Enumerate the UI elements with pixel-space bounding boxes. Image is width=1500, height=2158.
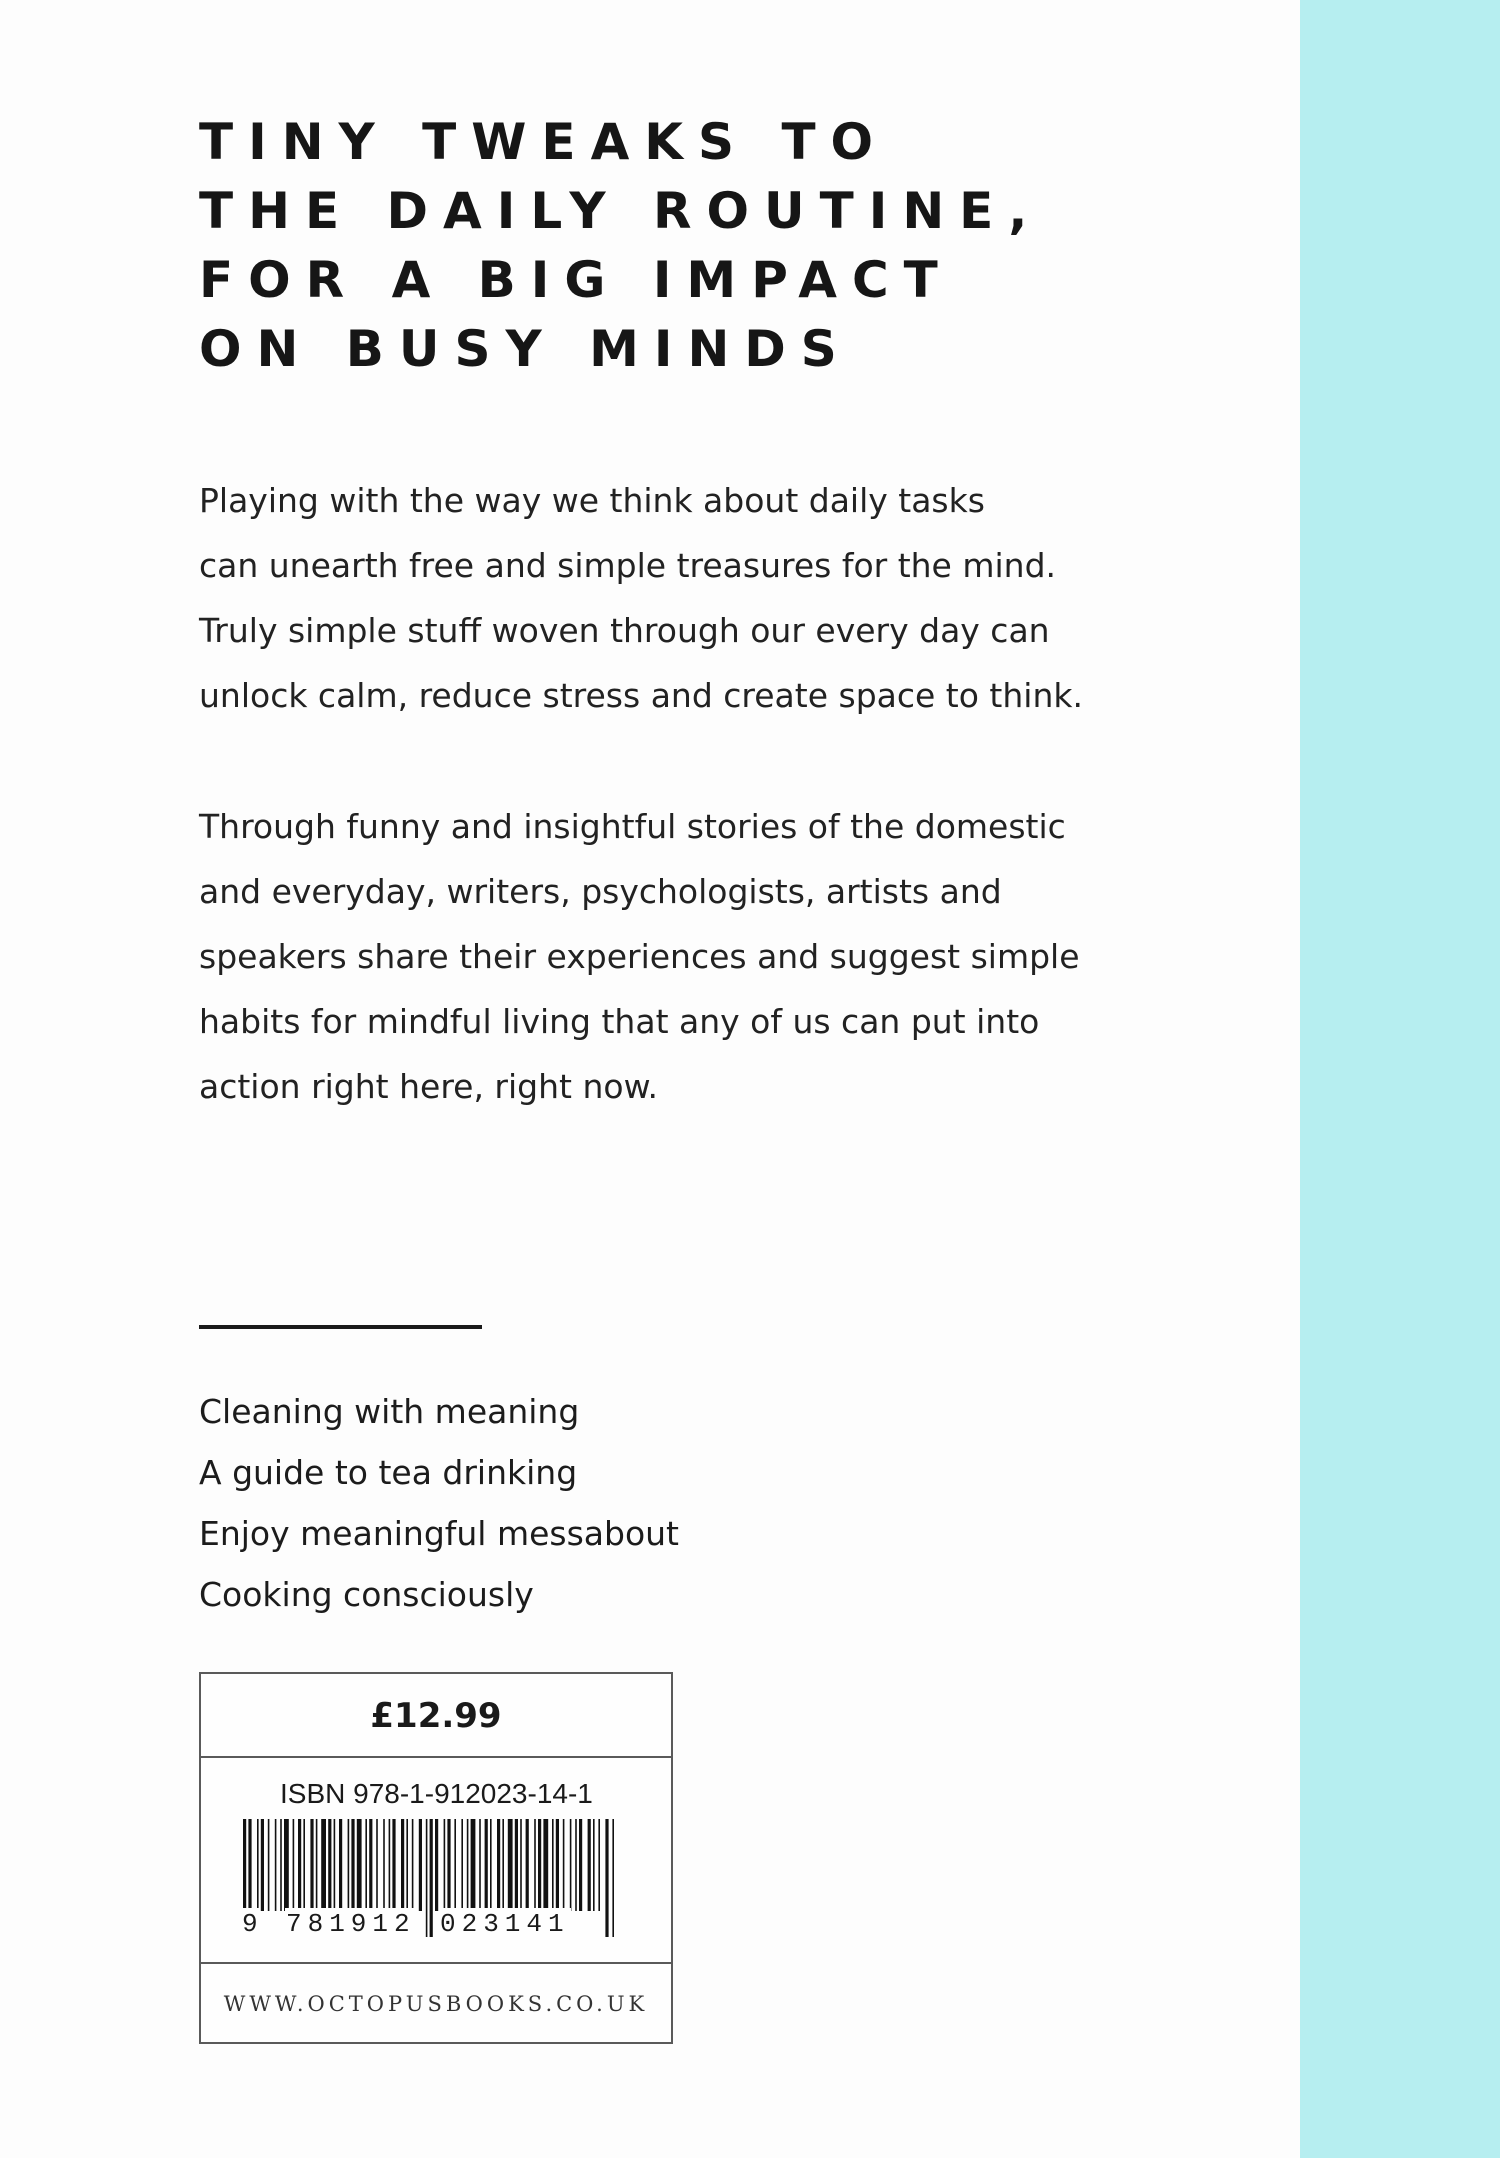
blurb-line: speakers share their experiences and suggest simple	[199, 937, 1080, 976]
blurb-paragraph-1	[199, 468, 1099, 728]
headline-line: FOR A BIG IMPACT	[199, 251, 953, 309]
barcode-digits	[241, 1908, 621, 1944]
section-divider	[199, 1325, 482, 1329]
blurb-line: action right here, right now.	[199, 1067, 659, 1106]
blurb-line: unlock calm, reduce stress and create space to think.	[199, 676, 1083, 715]
publisher-website: WWW.OCTOPUSBOOKS.CO.UK	[201, 1962, 671, 2044]
series-title-list	[199, 1381, 679, 1625]
series-title: A guide to tea drinking	[199, 1453, 578, 1492]
headline-line: THE DAILY ROUTINE,	[199, 182, 1043, 240]
blurb-line: can unearth free and simple treasures for the mind.	[199, 546, 1057, 585]
blurb-line: habits for mindful living that any of us can put into	[199, 1002, 1040, 1041]
isbn-label: ISBN 978-1-912023-14-1	[280, 1778, 593, 1809]
blurb-line: Playing with the way we think about daily tasks	[199, 481, 985, 520]
blurb-line: Through funny and insightful stories of the domestic	[199, 807, 1066, 846]
series-title: Enjoy meaningful messabout	[199, 1514, 679, 1553]
headline	[199, 108, 1042, 384]
headline-line: ON BUSY MINDS	[199, 320, 852, 378]
series-title: Cleaning with meaning	[199, 1392, 580, 1431]
blurb-line: and everyday, writers, psychologists, artists and	[199, 872, 1002, 911]
barcode-lead-digit: 9	[242, 1909, 258, 1939]
blurb-paragraph-2	[199, 794, 1099, 1119]
headline-line: TINY TWEAKS TO	[199, 113, 889, 171]
spine-color-stripe	[1300, 0, 1500, 2158]
price: £12.99	[201, 1674, 671, 1758]
barcode-left-digits: 781912	[286, 1909, 416, 1939]
barcode-right-digits: 023141	[440, 1909, 570, 1939]
barcode-panel	[199, 1672, 673, 2044]
series-title: Cooking consciously	[199, 1575, 534, 1614]
blurb-line: Truly simple stuff woven through our every day can	[199, 611, 1050, 650]
